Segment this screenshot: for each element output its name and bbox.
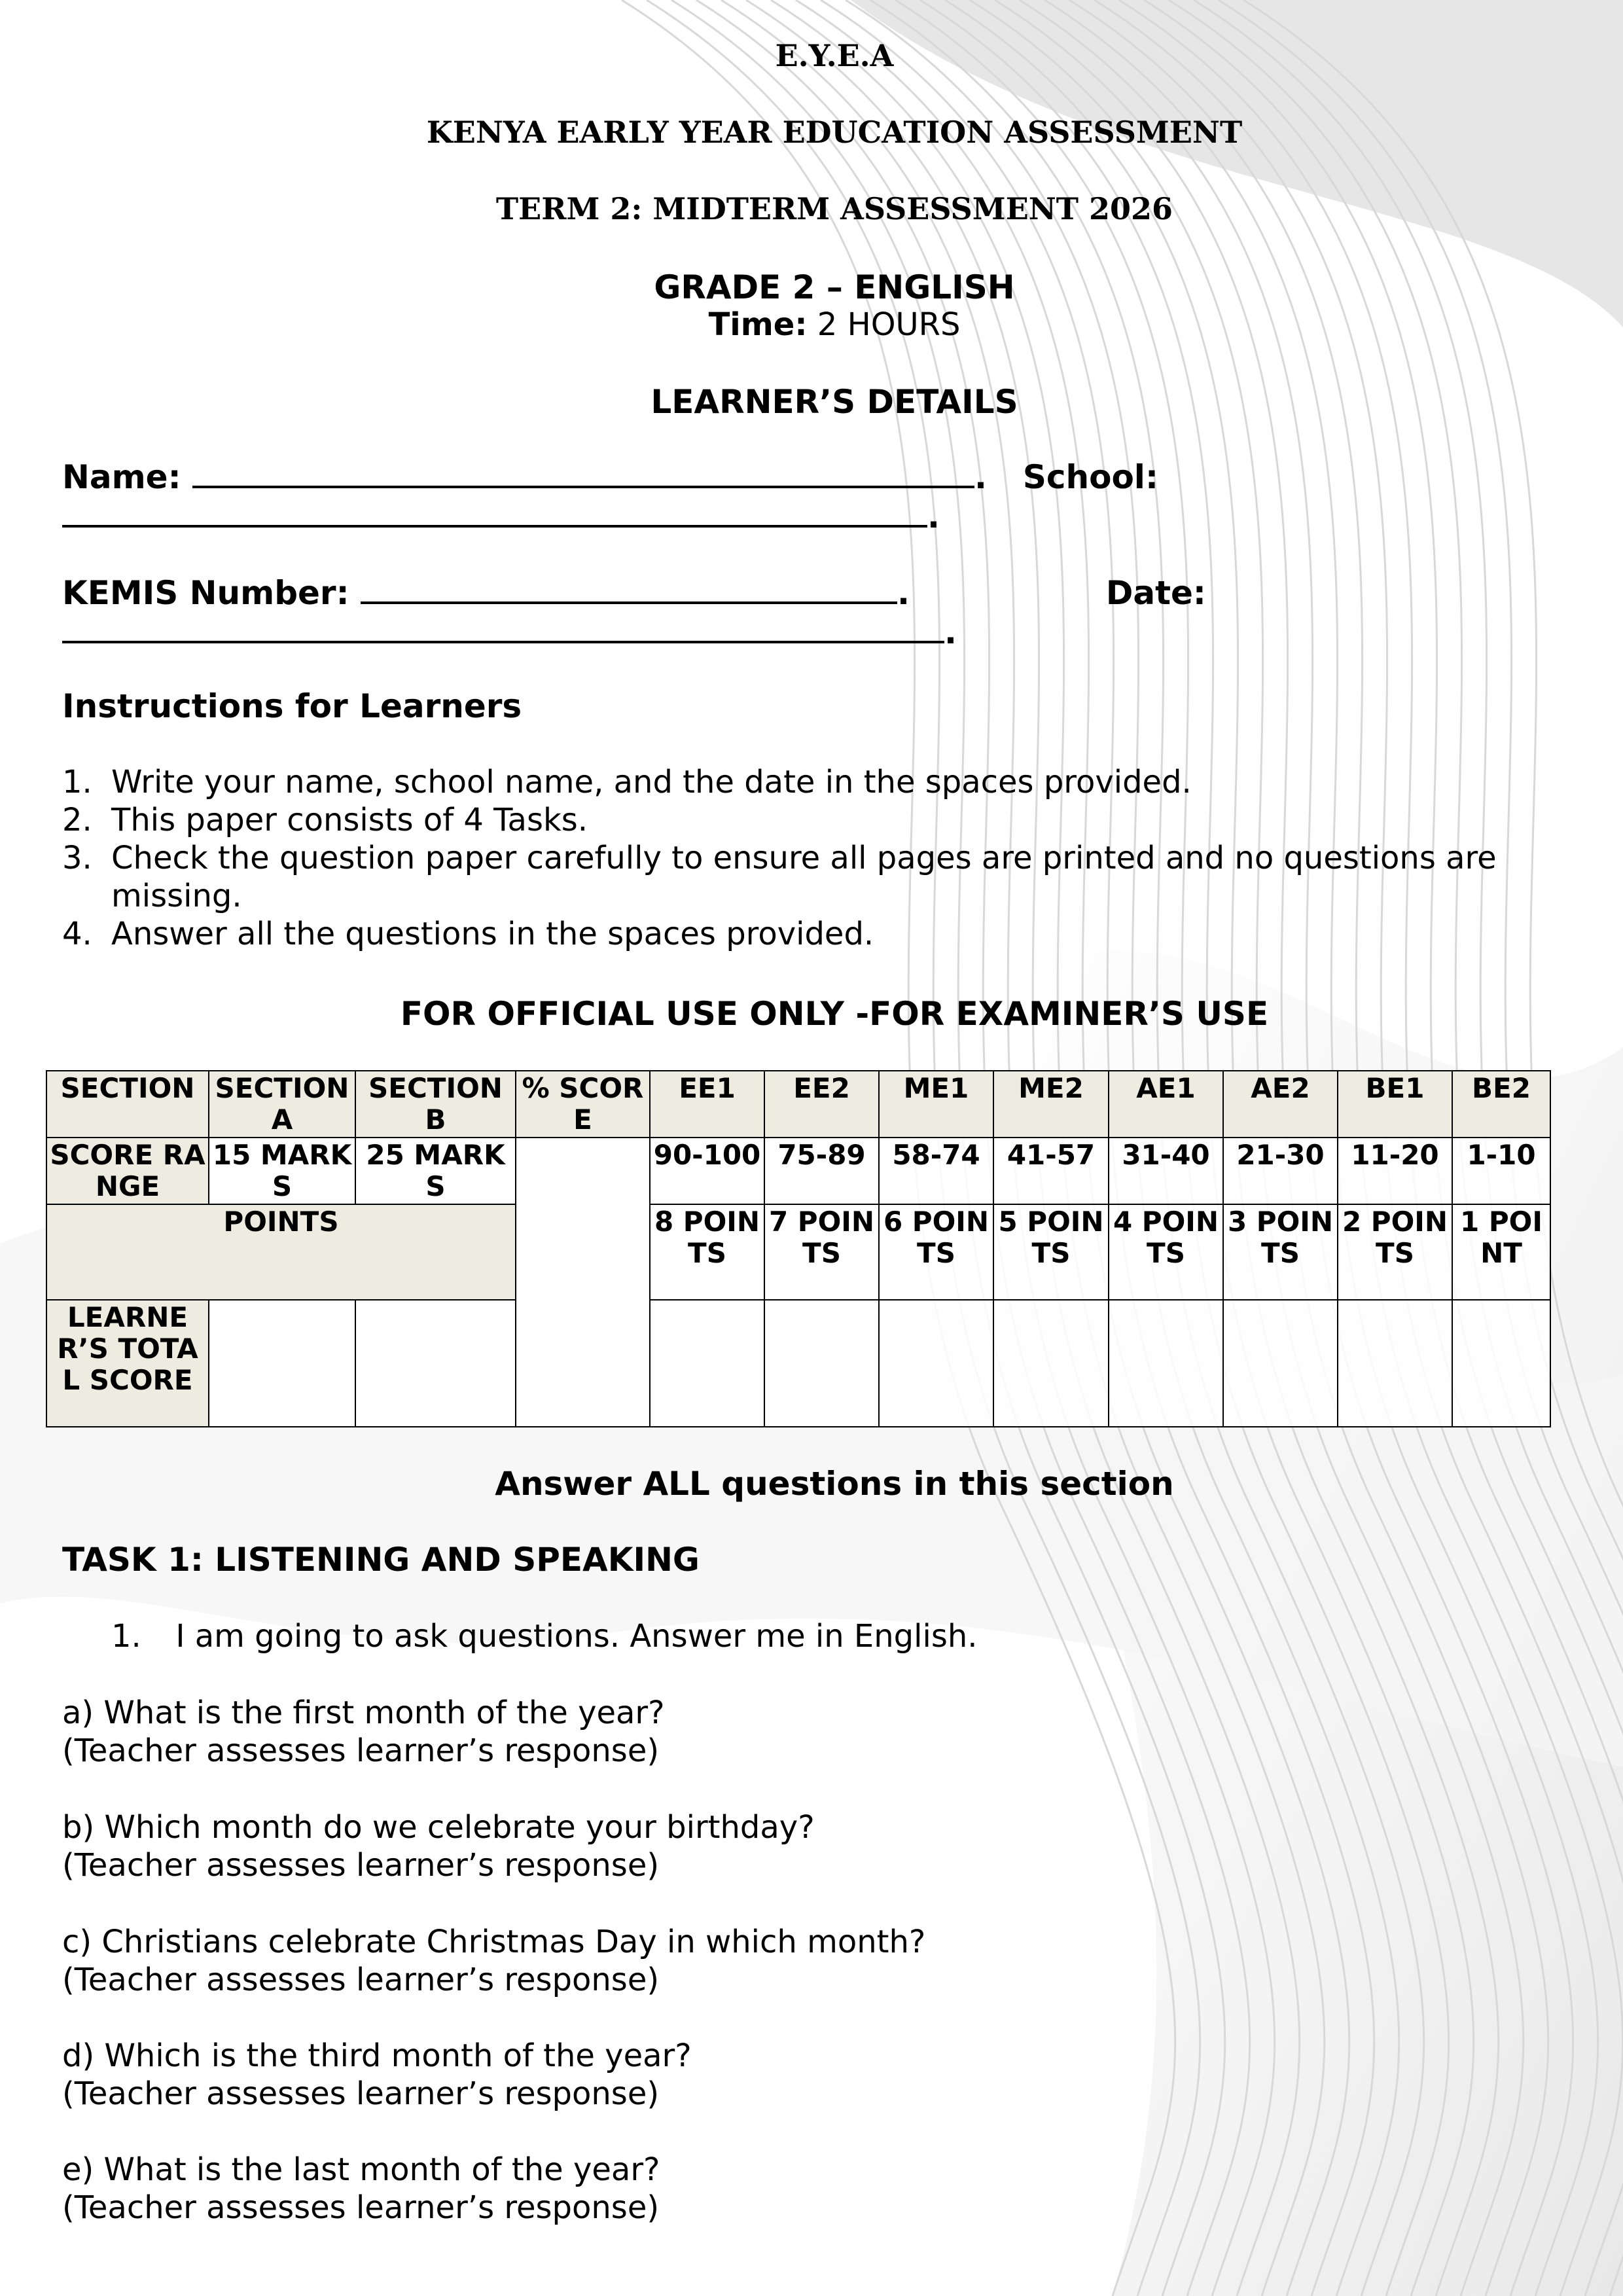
header-ae2: AE2 bbox=[1223, 1071, 1338, 1138]
points-me2: 5 POINTS bbox=[993, 1204, 1109, 1300]
instruction-text: Write your name, school name, and the date in the spaces provided. bbox=[111, 764, 1192, 800]
question-item bbox=[62, 1694, 665, 1770]
instruction-text: Check the question paper carefully to ensure all pages are printed and no questions are missing. bbox=[111, 840, 1497, 914]
total-ee1-cell[interactable] bbox=[650, 1300, 764, 1427]
question-note: (Teacher assesses learner’s response) bbox=[62, 1962, 660, 1998]
total-score-label: LEARNER’S TOTAL SCORE bbox=[46, 1300, 209, 1427]
examiner-score-table bbox=[46, 1070, 1551, 1427]
task1-title: TASK 1: LISTENING AND SPEAKING bbox=[62, 1541, 700, 1579]
school-blank-line bbox=[62, 497, 940, 535]
question-text: c) Christians celebrate Christmas Day in which month? bbox=[62, 1924, 926, 1960]
header-me1: ME1 bbox=[879, 1071, 993, 1138]
kemis-dot: . bbox=[897, 574, 910, 612]
header-ee2: EE2 bbox=[764, 1071, 879, 1138]
instruction-item bbox=[62, 915, 1580, 953]
time-line bbox=[0, 306, 1623, 343]
score-range-label: SCORE RANGE bbox=[46, 1138, 209, 1204]
kemis-field[interactable] bbox=[361, 575, 897, 604]
question-text: d) Which is the third month of the year? bbox=[62, 2037, 692, 2074]
points-be2: 1 POINT bbox=[1452, 1204, 1550, 1300]
term-title: TERM 2: MIDTERM ASSESSMENT 2026 bbox=[495, 191, 1173, 226]
instruction-item bbox=[62, 763, 1580, 801]
total-me2-cell[interactable] bbox=[993, 1300, 1109, 1427]
instruction-number: 4. bbox=[62, 916, 92, 952]
header-percent-score: % SCORE bbox=[516, 1071, 650, 1138]
name-dot: . bbox=[974, 458, 988, 496]
question-note: (Teacher assesses learner’s response) bbox=[62, 1732, 660, 1769]
section-note: Answer ALL questions in this section bbox=[495, 1465, 1174, 1503]
question-item bbox=[62, 2151, 660, 2227]
question-text: b) Which month do we celebrate your birthday? bbox=[62, 1809, 815, 1846]
range-ae1: 31-40 bbox=[1109, 1138, 1223, 1204]
points-ee2: 7 POINTS bbox=[764, 1204, 879, 1300]
kemis-date-line bbox=[62, 574, 1206, 612]
header-ee1: EE1 bbox=[650, 1071, 764, 1138]
time-label: Time: bbox=[708, 306, 808, 343]
points-ee1: 8 POINTS bbox=[650, 1204, 764, 1300]
instruction-item bbox=[62, 801, 1580, 839]
total-ae1-cell[interactable] bbox=[1109, 1300, 1223, 1427]
total-ae2-cell[interactable] bbox=[1223, 1300, 1338, 1427]
instructions-list bbox=[62, 763, 1580, 953]
question-item bbox=[62, 1808, 815, 1884]
total-section-b-cell[interactable] bbox=[355, 1300, 516, 1427]
score-range-row bbox=[46, 1138, 1550, 1204]
range-me2: 41-57 bbox=[993, 1138, 1109, 1204]
date-dot: . bbox=[944, 613, 957, 651]
question-note: (Teacher assesses learner’s response) bbox=[62, 1847, 660, 1884]
school-dot: . bbox=[927, 497, 940, 535]
total-be1-cell[interactable] bbox=[1338, 1300, 1452, 1427]
range-me1: 58-74 bbox=[879, 1138, 993, 1204]
range-be2: 1-10 bbox=[1452, 1138, 1550, 1204]
points-row bbox=[46, 1204, 1550, 1300]
date-field[interactable] bbox=[62, 615, 944, 643]
instruction-text: Answer all the questions in the spaces provided. bbox=[111, 916, 874, 952]
points-ae2: 3 POINTS bbox=[1223, 1204, 1338, 1300]
points-ae1: 4 POINTS bbox=[1109, 1204, 1223, 1300]
task1-intro bbox=[111, 1618, 978, 1655]
school-label: School: bbox=[1022, 458, 1158, 496]
time-value: 2 HOURS bbox=[817, 306, 961, 343]
org-short-title: E.Y.E.A bbox=[775, 38, 894, 73]
question-item bbox=[62, 2037, 692, 2113]
range-ae2: 21-30 bbox=[1223, 1138, 1338, 1204]
percent-score-cell[interactable] bbox=[516, 1138, 650, 1427]
subject-title: GRADE 2 – ENGLISH bbox=[654, 268, 1015, 306]
total-section-a-cell[interactable] bbox=[209, 1300, 355, 1427]
instruction-item bbox=[62, 839, 1580, 915]
table-header-row bbox=[46, 1071, 1550, 1138]
org-full-title: KENYA EARLY YEAR EDUCATION ASSESSMENT bbox=[426, 115, 1243, 150]
name-label: Name: bbox=[62, 458, 181, 496]
header-section-b: SECTION B bbox=[355, 1071, 516, 1138]
school-field[interactable] bbox=[62, 499, 927, 528]
points-be1: 2 POINTS bbox=[1338, 1204, 1452, 1300]
instruction-number: 2. bbox=[62, 802, 92, 838]
header-section-a: SECTION A bbox=[209, 1071, 355, 1138]
official-use-title: FOR OFFICIAL USE ONLY -FOR EXAMINER’S USE bbox=[400, 995, 1269, 1033]
total-be2-cell[interactable] bbox=[1452, 1300, 1550, 1427]
instruction-number: 3. bbox=[62, 840, 92, 876]
points-label: POINTS bbox=[46, 1204, 516, 1300]
name-school-line bbox=[62, 458, 1158, 496]
instruction-number: 1. bbox=[62, 764, 92, 800]
date-label: Date: bbox=[1105, 574, 1206, 612]
header-me2: ME2 bbox=[993, 1071, 1109, 1138]
header-ae1: AE1 bbox=[1109, 1071, 1223, 1138]
question-text: a) What is the first month of the year? bbox=[62, 1695, 665, 1731]
question-note: (Teacher assesses learner’s response) bbox=[62, 2189, 660, 2226]
range-be1: 11-20 bbox=[1338, 1138, 1452, 1204]
question-note: (Teacher assesses learner’s response) bbox=[62, 2075, 660, 2112]
range-ee2: 75-89 bbox=[764, 1138, 879, 1204]
kemis-label: KEMIS Number: bbox=[62, 574, 349, 612]
instructions-title: Instructions for Learners bbox=[62, 687, 522, 725]
instruction-text: This paper consists of 4 Tasks. bbox=[111, 802, 588, 838]
task1-intro-text: I am going to ask questions. Answer me in English. bbox=[175, 1618, 978, 1655]
range-ee1: 90-100 bbox=[650, 1138, 764, 1204]
points-me1: 6 POINTS bbox=[879, 1204, 993, 1300]
total-me1-cell[interactable] bbox=[879, 1300, 993, 1427]
question-text: e) What is the last month of the year? bbox=[62, 2151, 660, 2188]
header-section: SECTION bbox=[46, 1071, 209, 1138]
header-be2: BE2 bbox=[1452, 1071, 1550, 1138]
name-field[interactable] bbox=[192, 459, 974, 488]
task1-intro-number: 1. bbox=[111, 1618, 141, 1655]
section-b-marks: 25 MARKS bbox=[355, 1138, 516, 1204]
total-score-row bbox=[46, 1300, 1550, 1427]
section-a-marks: 15 MARKS bbox=[209, 1138, 355, 1204]
header-be1: BE1 bbox=[1338, 1071, 1452, 1138]
question-item bbox=[62, 1923, 925, 1999]
date-blank-line bbox=[62, 613, 957, 651]
learner-details-title: LEARNER’S DETAILS bbox=[651, 383, 1018, 421]
total-ee2-cell[interactable] bbox=[764, 1300, 879, 1427]
